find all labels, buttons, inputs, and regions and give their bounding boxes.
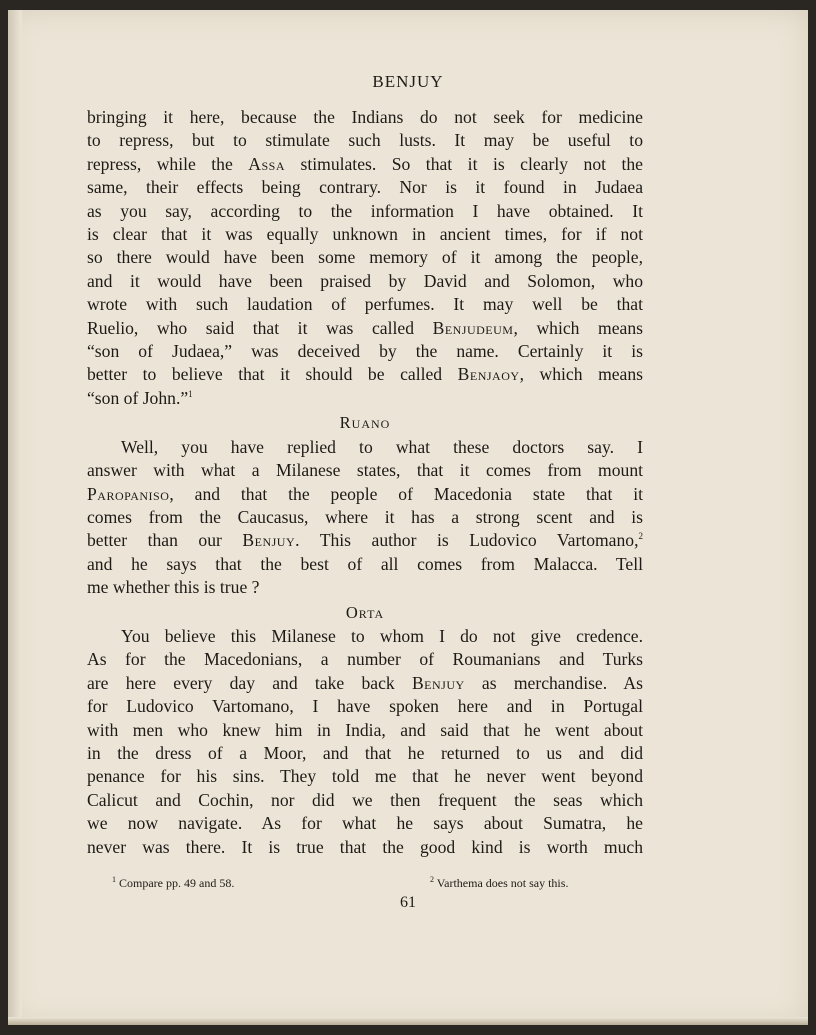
book-page xyxy=(8,10,808,1025)
small-caps-term: Assa xyxy=(248,153,286,174)
text-line: comes from the Caucasus, where it has a strong scent and is xyxy=(87,506,643,527)
text-line: and he says that the best of all comes from Malacca. Tell xyxy=(87,553,643,574)
footnote-mark: 1 xyxy=(112,875,116,884)
text-line: answer with what a Milanese states, that it comes from mount xyxy=(87,460,643,481)
running-head: BENJUY xyxy=(372,72,444,91)
text-line: is clear that it was equally unknown in ancient times, for if not xyxy=(87,224,643,245)
page-gutter-shadow xyxy=(8,10,22,1025)
text-line: so there would have been some memory of it among the people, xyxy=(87,247,643,268)
text-line: better to believe that it should be called Benjaoy, which means xyxy=(87,364,644,385)
text-line: to repress, but to stimulate such lusts. It may be useful to xyxy=(87,130,643,151)
footnote-text: Compare pp. 49 and 58. xyxy=(119,876,235,890)
footnote-ref: 1 xyxy=(188,388,193,399)
text-line: are here every day and take back Benjuy as merchandise. As xyxy=(87,672,643,693)
footnote-text: Varthema does not say this. xyxy=(436,876,569,890)
text-line: same, their effects being contrary. Nor is it found in Judaea xyxy=(87,177,643,198)
text-line: in the dress of a Moor, and that he returned to us and did xyxy=(87,742,643,763)
text-line: repress, while the Assa stimulates. So that it is clearly not the xyxy=(87,153,643,174)
text-line: better than our Benjuy. This author is Ludovico Vartomano,$^2$ xyxy=(87,530,643,551)
footnote-mark: 2 xyxy=(430,875,434,884)
text-line: Ruelio, who said that it was called Benjudeum, which means xyxy=(87,317,643,338)
text-line: Paropaniso, and that the people of Macedonia state that it xyxy=(87,483,643,504)
text-line: me whether this is true ? xyxy=(87,577,260,598)
footnote xyxy=(430,876,568,891)
footnote xyxy=(112,876,234,891)
page-bottom-edge xyxy=(8,1017,808,1025)
page-number: 61 xyxy=(400,894,416,911)
text-line: As for the Macedonians, a number of Roumanians and Turks xyxy=(87,649,643,670)
small-caps-term: Benjuy xyxy=(242,530,296,551)
speaker-heading: Ruano xyxy=(339,413,391,433)
footnote-ref: 2 xyxy=(638,531,643,542)
text-line: Calicut and Cochin, nor did we then frequent the seas which xyxy=(87,789,643,810)
text-line: penance for his sins. They told me that he never went beyond xyxy=(87,766,643,787)
text-line: “son of Judaea,” was deceived by the name. Certainly it is xyxy=(87,341,643,362)
text-line: “son of John.”$^1$ xyxy=(87,387,193,408)
small-caps-term: Benjudeum xyxy=(432,317,514,338)
text-line: bringing it here, because the Indians do not seek for medicine xyxy=(87,107,643,127)
text-line: we now navigate. As for what he says about Sumatra, he xyxy=(87,813,643,834)
text-line: as you say, according to the information I have obtained. It xyxy=(87,200,643,221)
text-line: You believe this Milanese to whom I do not give credence. xyxy=(121,625,643,646)
text-line: wrote with such laudation of perfumes. It may well be that xyxy=(87,294,643,315)
small-caps-term: Benjaoy xyxy=(457,364,520,385)
small-caps-term: Paropaniso xyxy=(87,483,170,504)
text-line: never was there. It is true that the good kind is worth much xyxy=(87,836,643,857)
small-caps-term: Benjuy xyxy=(411,672,465,693)
body-text xyxy=(87,106,643,859)
speaker-heading: Orta xyxy=(345,602,385,622)
text-line: and it would have been praised by David and Solomon, who xyxy=(87,270,643,291)
text-line: Well, you have replied to what these doctors say. I xyxy=(121,436,643,457)
text-line: for Ludovico Vartomano, I have spoken here and in Portugal xyxy=(87,696,643,717)
text-line: with men who knew him in India, and said that he went about xyxy=(87,719,643,740)
